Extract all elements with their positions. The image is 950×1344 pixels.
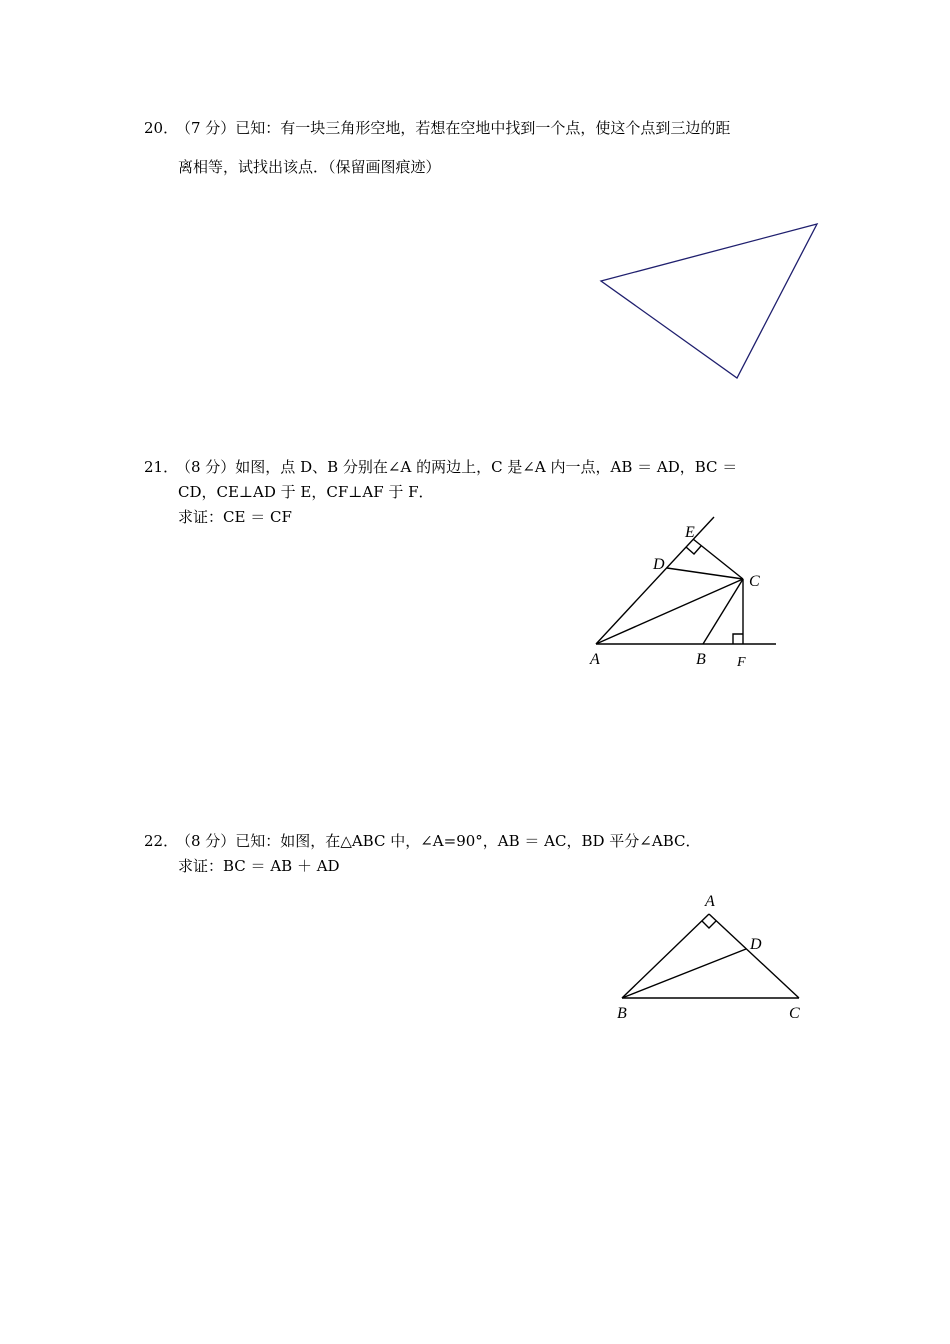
label-d: D	[653, 556, 665, 573]
problem-text-line: 离相等，试找出该点．（保留画图痕迹）	[178, 158, 441, 176]
label-f: F	[737, 655, 746, 670]
label-b: B	[617, 1005, 627, 1022]
segment-ab	[622, 914, 709, 998]
label-b: B	[696, 651, 706, 668]
figure-20-triangle	[601, 224, 817, 378]
label-a: A	[590, 651, 600, 668]
problem-number: 22．	[144, 832, 179, 850]
right-angle-mark-a	[702, 921, 716, 928]
ray-ae	[596, 517, 714, 644]
problem-text-line: （8 分）已知：如图，在△ABC 中，∠A=90°，AB ＝ AC，BD 平分∠ABC．	[176, 832, 701, 850]
segment-ac	[709, 914, 799, 998]
segment-ac	[596, 579, 743, 644]
label-d: D	[750, 936, 762, 953]
figure-22-labels	[617, 893, 800, 1022]
label-c: C	[789, 1005, 800, 1022]
figure-22	[622, 914, 799, 998]
right-angle-mark-f	[733, 634, 743, 644]
label-e: E	[685, 524, 695, 541]
problem-number: 20．	[144, 119, 179, 137]
right-angle-mark-e	[686, 546, 701, 554]
problem-text-line: CD，CE⊥AD 于 E，CF⊥AF 于 F．	[178, 483, 434, 501]
label-a: A	[705, 893, 715, 910]
problem-text-line: （7 分）已知：有一块三角形空地，若想在空地中找到一个点，使这个点到三边的距	[176, 119, 731, 137]
proof-statement: 求证：BC ＝ AB ＋ AD	[178, 857, 340, 875]
segment-bd	[622, 949, 746, 998]
label-c: C	[749, 573, 760, 590]
proof-statement: 求证：CE ＝ CF	[178, 508, 292, 526]
problem-text-line: （8 分）如图，点 D、B 分别在∠A 的两边上，C 是∠A 内一点，AB ＝ AD，BC ＝	[176, 458, 738, 476]
figure-21-labels	[589, 524, 760, 670]
problem-number: 21．	[144, 458, 179, 476]
